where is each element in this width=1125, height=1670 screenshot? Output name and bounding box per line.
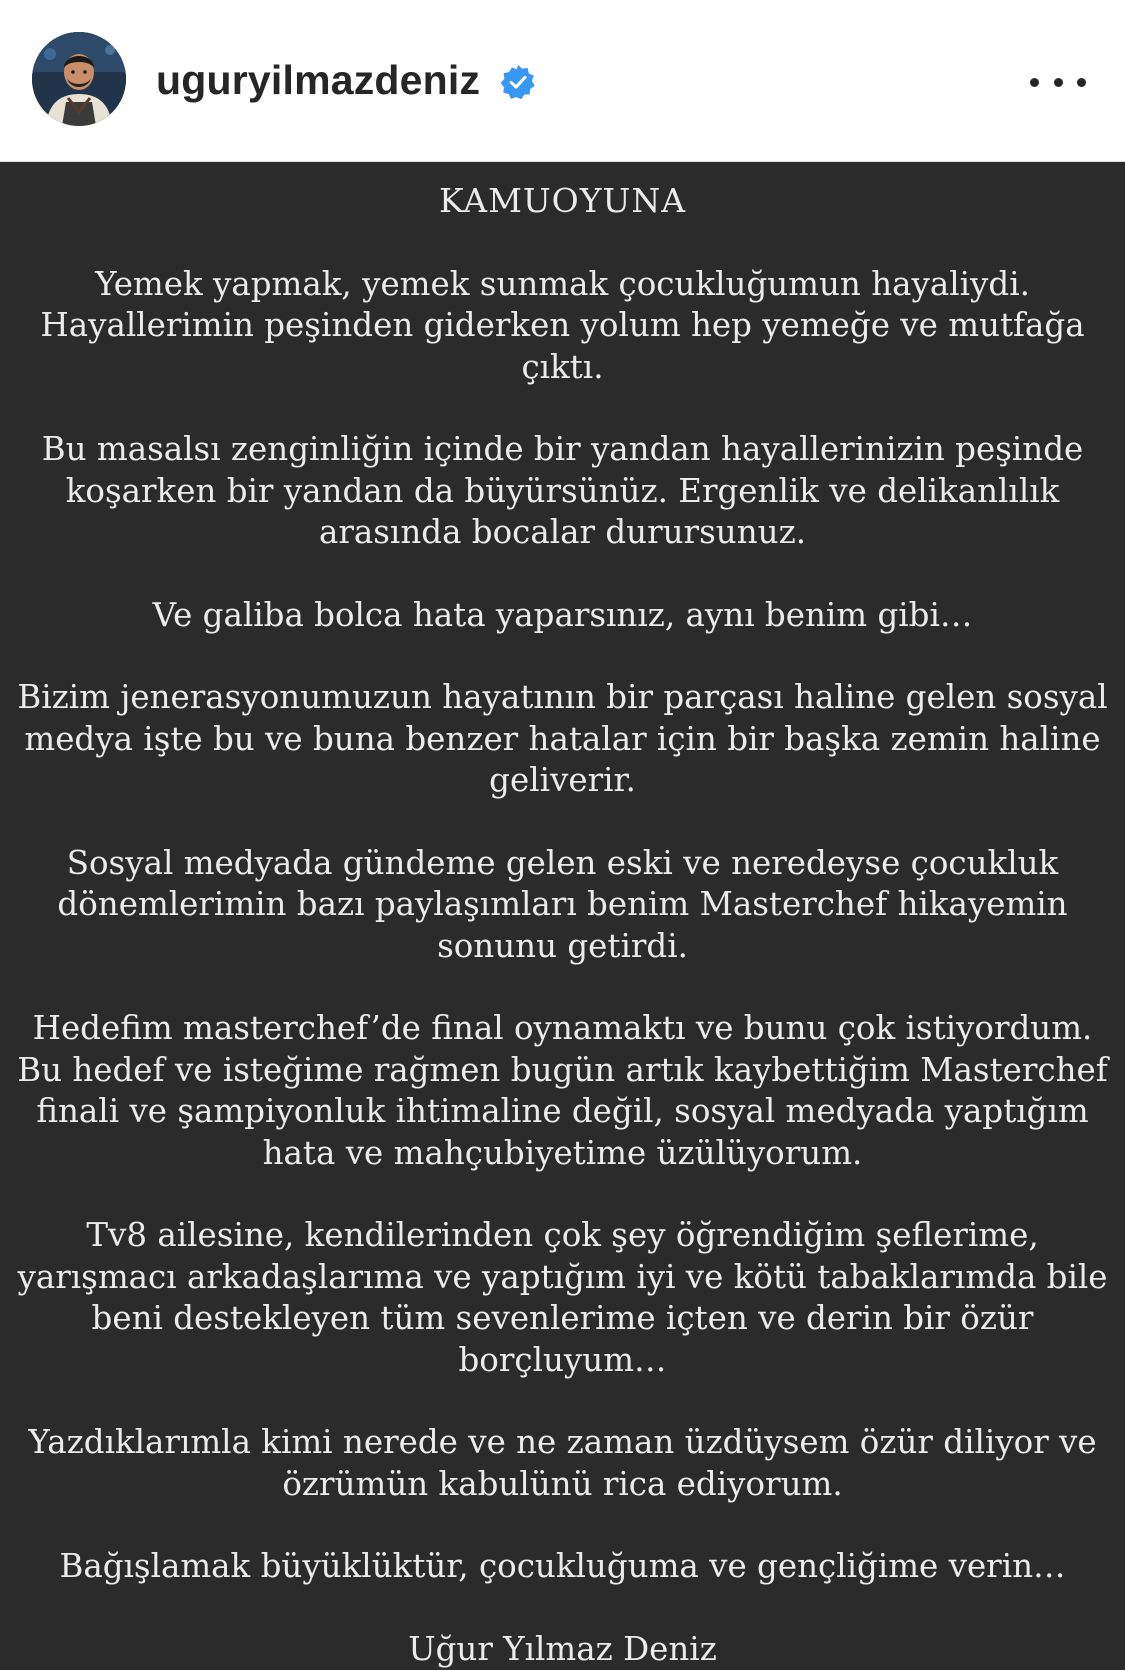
post-header <box>0 0 1125 162</box>
more-options-icon[interactable] <box>1030 62 1086 102</box>
paragraph: Bizim jenerasyonumuzun hayatının bir parçası haline gelen sosyal medya işte bu ve buna benzer hatalar için bir başka zemin haline geliverir. <box>10 677 1115 802</box>
verified-badge-icon <box>500 64 536 100</box>
dot <box>1030 78 1039 87</box>
username[interactable]: uguryilmazdeniz <box>156 52 480 108</box>
statement-title: KAMUOYUNA <box>10 180 1115 222</box>
post-image <box>0 162 1125 1566</box>
dot <box>1054 78 1063 87</box>
signature: Uğur Yılmaz Deniz <box>10 1629 1115 1670</box>
paragraph: Yazdıklarımla kimi nerede ve ne zaman üzdüysem özür diliyor ve özrümün kabulünü rica ediyorum. <box>10 1422 1115 1505</box>
paragraph: Bağışlamak büyüklüktür, çocukluğuma ve gençliğime verin… <box>10 1546 1115 1588</box>
paragraph: Sosyal medyada gündeme gelen eski ve neredeyse çocukluk dönemlerimin bazı paylaşımları benim Masterchef hikayemin sonunu getirdi. <box>10 843 1115 968</box>
avatar[interactable] <box>32 32 126 126</box>
paragraph: Tv8 ailesine, kendilerinden çok şey öğrendiğim şeflerime, yarışmacı arkadaşlarıma ve yaptığım iyi ve kötü tabaklarımda bile beni destekleyen tüm sevenlerime içten ve derin bir özür borçluyum… <box>10 1215 1115 1381</box>
avatar-image <box>32 32 126 126</box>
paragraph: Bu masalsı zenginliğin içinde bir yandan hayallerinizin peşinde koşarken bir yandan da büyürsünüz. Ergenlik ve delikanlılık arasında bocalar durursunuz. <box>10 429 1115 554</box>
paragraph: Hedefim masterchef’de final oynamaktı ve bunu çok istiyordum. Bu hedef ve isteğime rağmen bugün artık kaybettiğim Masterchef finali ve şampiyonluk ihtimaline değil, sosyal medyada yaptığım hata ve mahçubiyetime üzülüyorum. <box>10 1008 1115 1174</box>
dot <box>1077 78 1086 87</box>
paragraph: Ve galiba bolca hata yaparsınız, aynı benim gibi… <box>10 595 1115 637</box>
paragraph: Yemek yapmak, yemek sunmak çocukluğumun hayaliydi. Hayallerimin peşinden giderken yolum hep yemeğe ve mutfağa çıktı. <box>10 264 1115 389</box>
